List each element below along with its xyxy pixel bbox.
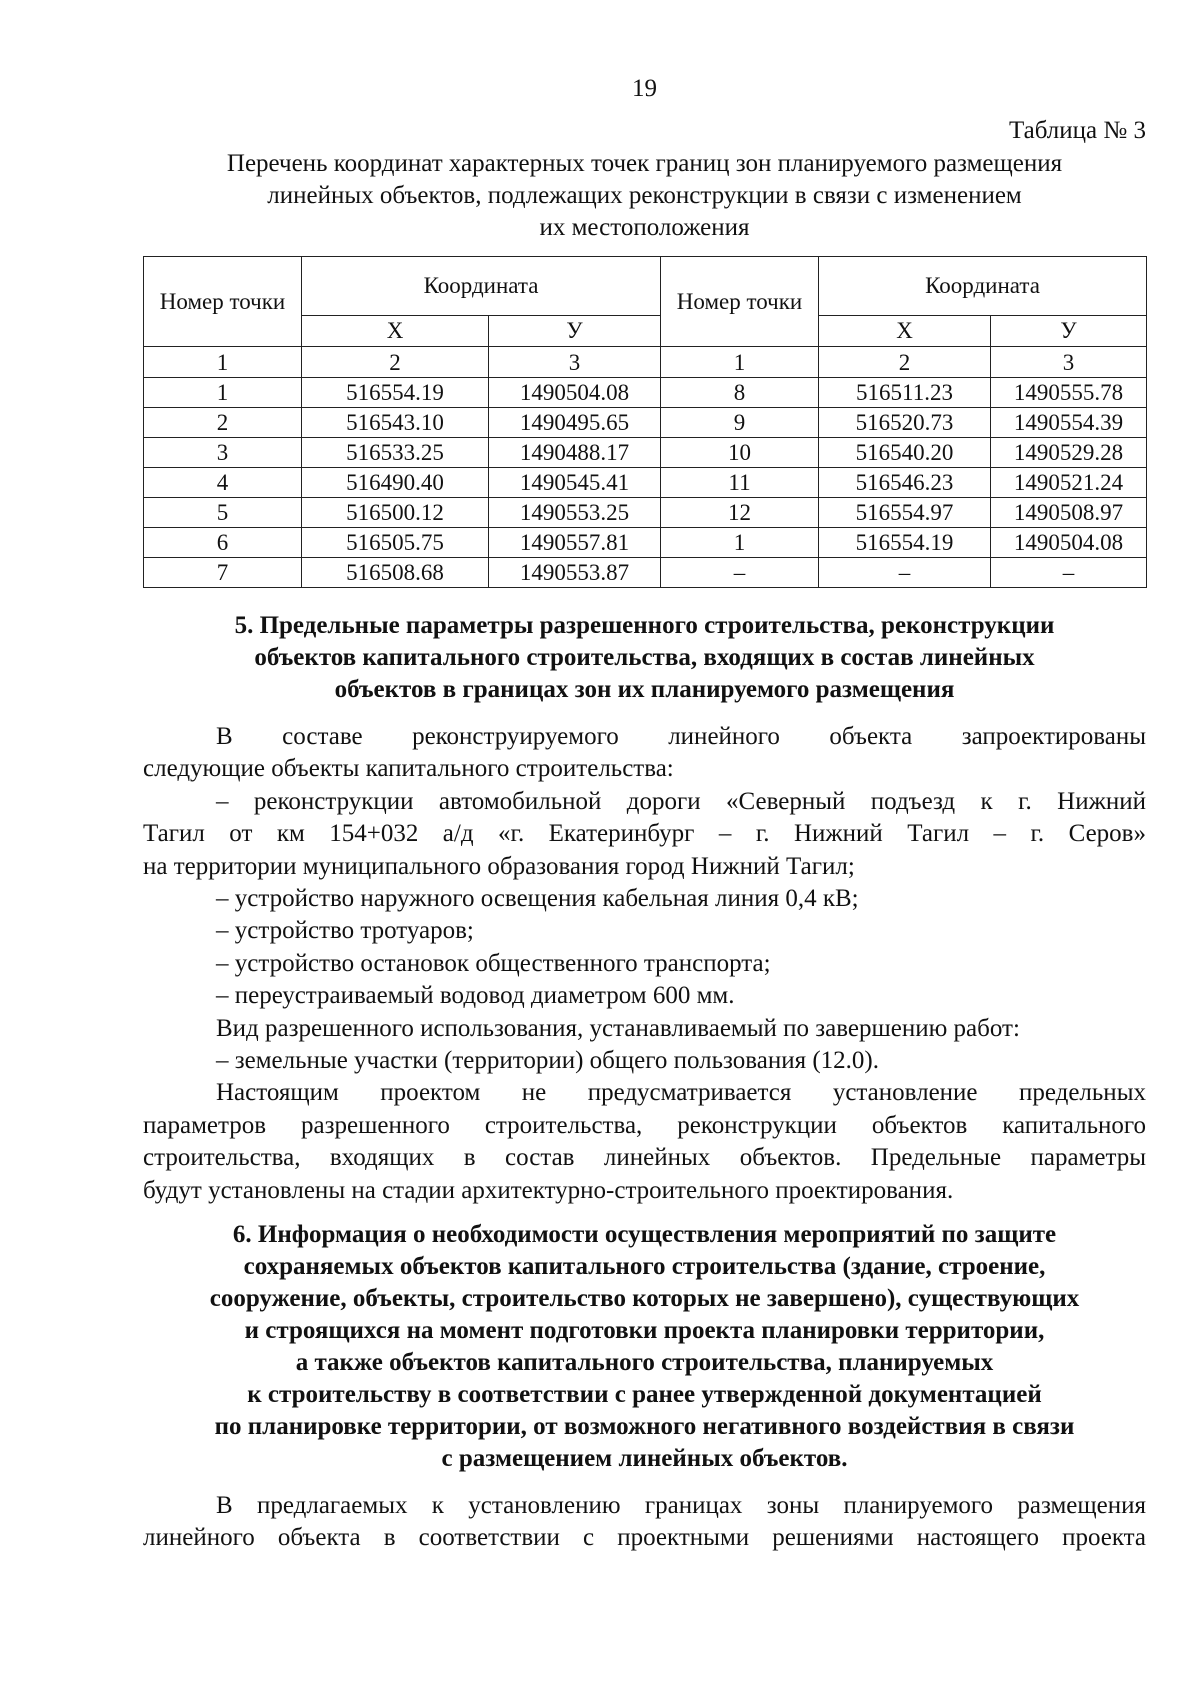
table-cell: 516554.19 — [819, 528, 991, 558]
table-cell: 516490.40 — [302, 468, 489, 498]
table-cell: 6 — [144, 528, 302, 558]
table-cell: 1490553.87 — [489, 558, 661, 588]
column-number: 3 — [489, 347, 661, 378]
page-number: 19 — [632, 75, 657, 102]
header-y: У — [489, 316, 661, 347]
section-title-line: 6. Информация о необходимости осуществления мероприятий по защите — [232, 1221, 1057, 1248]
table-row — [144, 438, 1147, 468]
paragraph-line: Вид разрешенного использования, устанавливаемый по завершению работ: — [216, 1014, 1020, 1042]
section-title-line: с размещением линейных объектов. — [441, 1445, 848, 1472]
table-cell: 1490521.24 — [991, 468, 1147, 498]
section-title-line: сохраняемых объектов капитального строительства (здание, строение, — [243, 1253, 1046, 1280]
section-5-body — [143, 721, 1146, 1207]
table-cell: 4 — [144, 468, 302, 498]
table-cell: 1490529.28 — [991, 438, 1147, 468]
table-cell: 2 — [144, 408, 302, 438]
table-cell: 516543.10 — [302, 408, 489, 438]
table-cell: 11 — [661, 468, 819, 498]
section-6-title — [143, 1219, 1146, 1475]
list-item: – земельные участки (территории) общего пользования (12.0). — [216, 1047, 879, 1075]
table-cell: 516554.19 — [302, 378, 489, 408]
section-title-line: сооружение, объекты, строительство которых не завершено), существующих — [209, 1285, 1080, 1312]
table-cell: 7 — [144, 558, 302, 588]
section-title-line: по планировке территории, от возможного негативного воздействия в связи — [214, 1413, 1075, 1440]
table-cell: 5 — [144, 498, 302, 528]
coordinates-table — [143, 256, 1147, 588]
table-row — [144, 378, 1147, 408]
list-item: – переустраиваемый водовод диаметром 600 мм. — [216, 982, 735, 1010]
column-number: 2 — [819, 347, 991, 378]
section-6-body — [143, 1490, 1146, 1555]
table-cell: – — [819, 558, 991, 588]
paragraph-line: В составе реконструируемого линейного объекта запроектированы — [216, 723, 1146, 750]
header-x: Х — [302, 316, 489, 347]
paragraph-line: – реконструкции автомобильной дороги «Северный подъезд к г. Нижний — [216, 787, 1146, 815]
table-caption-line: Перечень координат характерных точек границ зон планируемого размещения — [226, 150, 1063, 177]
table-cell: 12 — [661, 498, 819, 528]
paragraph-line: строительства, входящих в состав линейных объектов. Предельные параметры — [143, 1144, 1146, 1172]
column-number: 2 — [302, 347, 489, 378]
table-cell: 1490508.97 — [991, 498, 1147, 528]
list-item: – устройство наружного освещения кабельная линия 0,4 кВ; — [216, 885, 859, 913]
table-cell: 516508.68 — [302, 558, 489, 588]
paragraph-line: на территории муниципального образования город Нижний Тагил; — [143, 852, 855, 880]
table-cell: 8 — [661, 378, 819, 408]
paragraph-line: В предлагаемых к установлению границах зоны планируемого размещения — [216, 1492, 1146, 1519]
table-label: Таблица № 3 — [1008, 117, 1146, 144]
section-title-line: объектов в границах зон их планируемого размещения — [334, 676, 955, 703]
table-row — [144, 468, 1147, 498]
paragraph-line: линейного объекта в соответствии с проектными решениями настоящего проекта — [143, 1524, 1146, 1552]
table-cell: – — [661, 558, 819, 588]
paragraph-line: параметров разрешенного строительства, реконструкции объектов капитального — [143, 1111, 1146, 1139]
table-caption — [143, 148, 1146, 244]
table-cell: 1 — [661, 528, 819, 558]
table-cell: 9 — [661, 408, 819, 438]
column-number: 1 — [144, 347, 302, 378]
column-number: 1 — [661, 347, 819, 378]
table-cell: 1490504.08 — [991, 528, 1147, 558]
table-cell: 516511.23 — [819, 378, 991, 408]
table-cell: 1490545.41 — [489, 468, 661, 498]
paragraph-line: будут установлены на стадии архитектурно-строительного проектирования. — [143, 1176, 954, 1204]
column-number: 3 — [991, 347, 1147, 378]
table-cell: 1490553.25 — [489, 498, 661, 528]
section-5-title — [143, 610, 1146, 706]
column-number-row — [144, 347, 1147, 378]
table-cell: 516520.73 — [819, 408, 991, 438]
header-point-number: Номер точки — [661, 257, 819, 347]
list-item: – устройство тротуаров; — [216, 917, 474, 945]
section-title-line: а также объектов капитального строительства, планируемых — [295, 1349, 994, 1376]
table-row — [144, 558, 1147, 588]
header-x: Х — [819, 316, 991, 347]
table-cell: 516554.97 — [819, 498, 991, 528]
section-title-line: к строительству в соответствии с ранее утвержденной документацией — [247, 1381, 1042, 1408]
header-coordinate: Координата — [302, 257, 661, 316]
table-cell: 3 — [144, 438, 302, 468]
header-point-number: Номер точки — [144, 257, 302, 347]
table-cell: 516546.23 — [819, 468, 991, 498]
table-cell: 1490555.78 — [991, 378, 1147, 408]
paragraph-line: Настоящим проектом не предусматривается установление предельных — [216, 1079, 1146, 1107]
header-coordinate: Координата — [819, 257, 1147, 316]
section-title-line: 5. Предельные параметры разрешенного строительства, реконструкции — [234, 612, 1055, 639]
table-cell: 516533.25 — [302, 438, 489, 468]
table-cell: 1490488.17 — [489, 438, 661, 468]
table-cell: 1490504.08 — [489, 378, 661, 408]
table-cell: 1 — [144, 378, 302, 408]
header-y: У — [991, 316, 1147, 347]
section-title-line: и строящихся на момент подготовки проекта планировки территории, — [244, 1317, 1045, 1344]
paragraph-line: следующие объекты капитального строительства: — [143, 755, 674, 783]
table-caption-line: их местоположения — [539, 214, 750, 241]
table-cell: – — [991, 558, 1147, 588]
paragraph-line: Тагил от км 154+032 а/д «г. Екатеринбург – г. Нижний Тагил – г. Серов» — [143, 820, 1146, 848]
table-header-row — [144, 257, 1147, 316]
table-cell: 10 — [661, 438, 819, 468]
table-row — [144, 528, 1147, 558]
table-cell: 1490557.81 — [489, 528, 661, 558]
table-cell: 516505.75 — [302, 528, 489, 558]
table-cell: 1490495.65 — [489, 408, 661, 438]
table-cell: 516540.20 — [819, 438, 991, 468]
table-cell: 516500.12 — [302, 498, 489, 528]
table-row — [144, 408, 1147, 438]
section-title-line: объектов капитального строительства, входящих в состав линейных — [254, 644, 1035, 671]
table-cell: 1490554.39 — [991, 408, 1147, 438]
list-item: – устройство остановок общественного транспорта; — [216, 949, 771, 977]
table-caption-line: линейных объектов, подлежащих реконструкции в связи с изменением — [267, 182, 1022, 209]
table-row — [144, 498, 1147, 528]
